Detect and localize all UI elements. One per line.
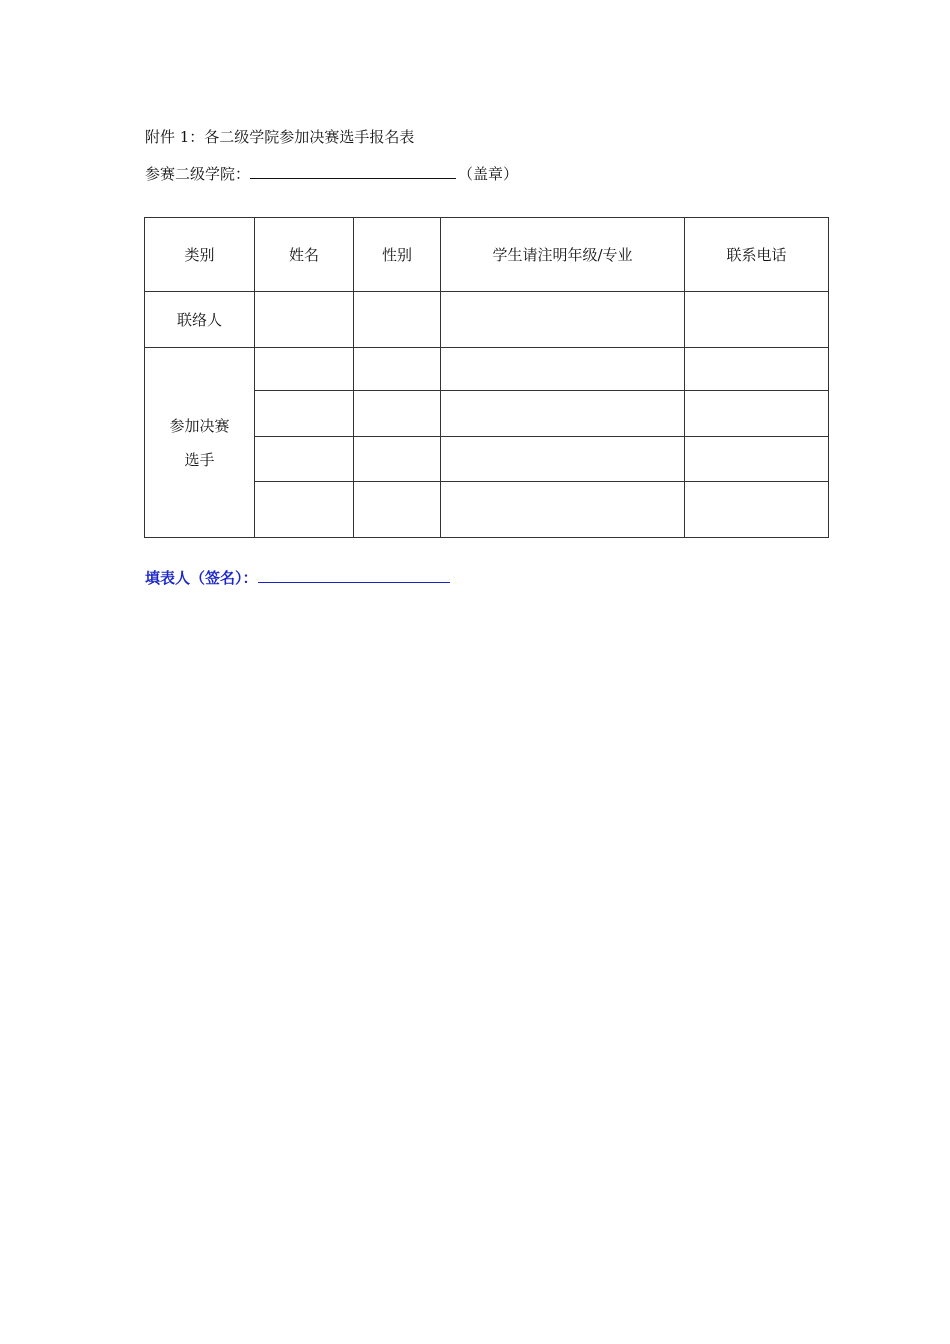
- contestant-phone-cell[interactable]: [685, 437, 829, 482]
- contestant-gender-cell[interactable]: [354, 437, 441, 482]
- registration-table: [144, 217, 829, 538]
- contestant-gender-cell[interactable]: [354, 348, 441, 391]
- document-title: 附件 1：各二级学院参加决赛选手报名表: [145, 128, 415, 146]
- contestant-grade-major-cell[interactable]: [441, 482, 685, 538]
- contact-person-label: 联络人: [145, 292, 255, 348]
- contestant-name-cell[interactable]: [255, 391, 354, 437]
- college-field-row: [145, 162, 518, 184]
- contact-grade-major-cell[interactable]: [441, 292, 685, 348]
- contestant-category-label: [145, 348, 255, 538]
- table-header-row: [145, 218, 829, 292]
- contact-name-cell[interactable]: [255, 292, 354, 348]
- contestant-grade-major-cell[interactable]: [441, 437, 685, 482]
- column-header-phone: 联系电话: [685, 218, 829, 292]
- contestant-phone-cell[interactable]: [685, 348, 829, 391]
- contestant-grade-major-cell[interactable]: [441, 348, 685, 391]
- contact-phone-cell[interactable]: [685, 292, 829, 348]
- column-header-gender: 性别: [354, 218, 441, 292]
- contestant-grade-major-cell[interactable]: [441, 391, 685, 437]
- column-header-category: 类别: [145, 218, 255, 292]
- contestant-label-line2: 选手: [184, 450, 215, 469]
- contestant-gender-cell[interactable]: [354, 391, 441, 437]
- college-blank-field[interactable]: [250, 162, 456, 179]
- signer-blank-field[interactable]: [258, 566, 450, 583]
- contact-gender-cell[interactable]: [354, 292, 441, 348]
- table-row-contestant: [145, 348, 829, 391]
- contestant-label-line1: 参加决赛: [169, 416, 230, 435]
- signer-field-row: [145, 566, 450, 588]
- college-label: 参赛二级学院：: [145, 165, 251, 183]
- contestant-name-cell[interactable]: [255, 482, 354, 538]
- table-row-contact: [145, 292, 829, 348]
- seal-note: （盖章）: [458, 165, 519, 183]
- contestant-gender-cell[interactable]: [354, 482, 441, 538]
- contestant-phone-cell[interactable]: [685, 482, 829, 538]
- column-header-name: 姓名: [255, 218, 354, 292]
- column-header-grade-major: 学生请注明年级/专业: [441, 218, 685, 292]
- contestant-phone-cell[interactable]: [685, 391, 829, 437]
- contestant-name-cell[interactable]: [255, 437, 354, 482]
- contestant-name-cell[interactable]: [255, 348, 354, 391]
- signer-label: 填表人（签名）：: [145, 569, 258, 587]
